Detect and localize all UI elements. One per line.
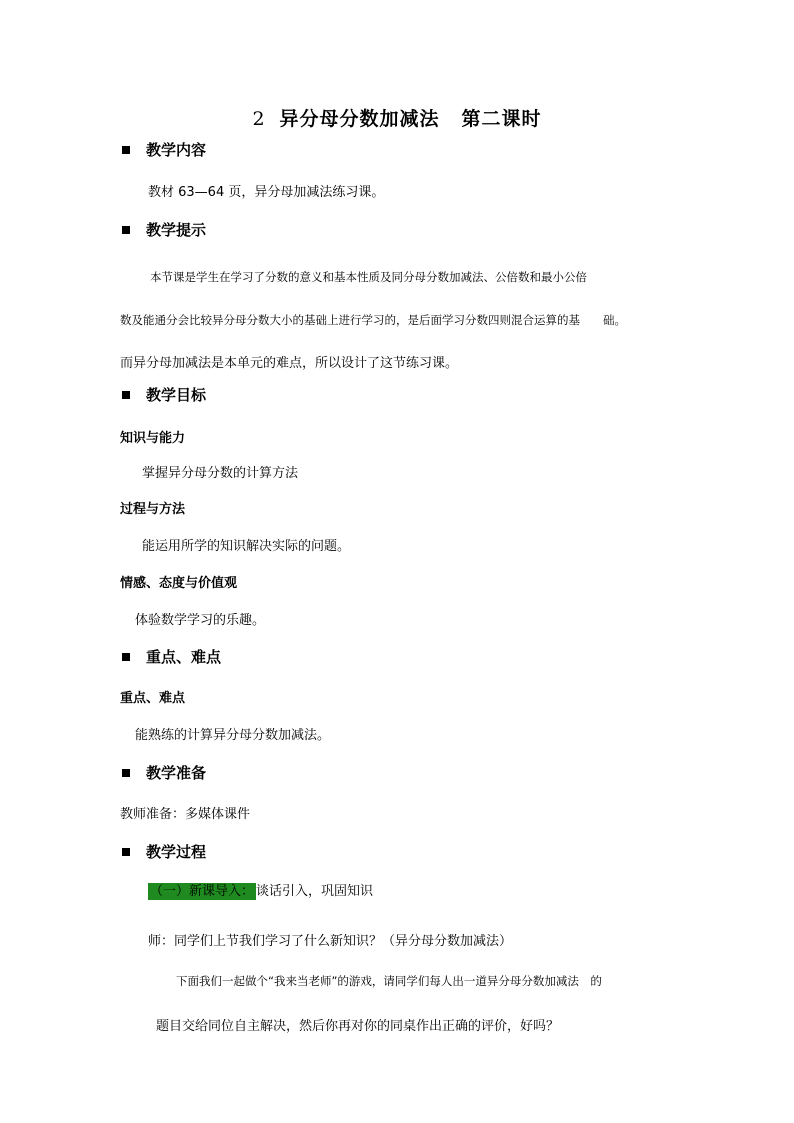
title-lesson: 第二课时 <box>461 108 542 130</box>
heading-text: 教学内容 <box>146 141 207 159</box>
heading-text: 教学过程 <box>146 843 207 861</box>
heading-text: 重点、难点 <box>146 648 222 666</box>
sub-heading-process: 过程与方法 <box>120 502 186 517</box>
highlighted-step-label: （一）新课导入： <box>150 884 255 899</box>
sub-heading-knowledge: 知识与能力 <box>120 431 186 446</box>
step-line <box>148 880 373 899</box>
hint-line-1: 本节课是学生在学习了分数的意义和基本性质及同分母分数加减法、公倍数和最小公倍 <box>150 270 587 284</box>
heading-text: 教学提示 <box>146 221 207 239</box>
page-title <box>0 104 794 131</box>
goal-text-3: 体验数学学习的乐趣。 <box>135 613 266 628</box>
game-paragraph-2: 题目交给同位自主解决，然后你再对你的同桌作出正确的评价，好吗？ <box>156 1019 560 1034</box>
title-number: 2 <box>252 108 266 130</box>
section-heading-content <box>122 139 206 160</box>
square-bullet-icon <box>122 653 130 661</box>
hint-line-3: 而异分母加减法是本单元的难点，所以设计了这节练习课。 <box>120 356 459 371</box>
square-bullet-icon <box>122 226 130 234</box>
section-heading-goals <box>122 384 206 405</box>
goal-text-2: 能运用所学的知识解决实际的问题。 <box>142 539 351 554</box>
section-heading-hints <box>122 219 206 240</box>
square-bullet-icon <box>122 146 130 154</box>
section-heading-preparation <box>122 762 206 783</box>
key-points-text: 能熟练的计算异分母分数加减法。 <box>135 728 331 743</box>
teacher-question: 师：同学们上节我们学习了什么新知识？（异分母分数加减法） <box>148 934 513 949</box>
game-paragraph-1: 下面我们一起做个“我来当老师”的游戏，请同学们每人出一道异分母分数加减法 的 <box>176 974 602 988</box>
section-heading-process-steps <box>122 841 206 862</box>
heading-text: 教学准备 <box>146 764 207 782</box>
section-heading-key-points <box>122 646 221 667</box>
title-main: 异分母分数加减法 <box>279 108 440 130</box>
sub-heading-key-points: 重点、难点 <box>120 691 186 706</box>
square-bullet-icon <box>122 848 130 856</box>
sub-heading-attitude: 情感、态度与价值观 <box>120 576 238 591</box>
content-text: 教材 63—64 页，异分母加减法练习课。 <box>148 185 385 200</box>
goal-text-1: 掌握异分母分数的计算方法 <box>142 466 299 481</box>
square-bullet-icon <box>122 769 130 777</box>
heading-text: 教学目标 <box>146 386 207 404</box>
step-text: 谈话引入，巩固知识 <box>256 884 374 899</box>
hint-line-2: 数及能通分会比较异分母分数大小的基础上进行学习的，是后面学习分数四则混合运算的基 础。 <box>120 313 626 327</box>
preparation-text: 教师准备：多媒体课件 <box>120 807 251 822</box>
square-bullet-icon <box>122 391 130 399</box>
